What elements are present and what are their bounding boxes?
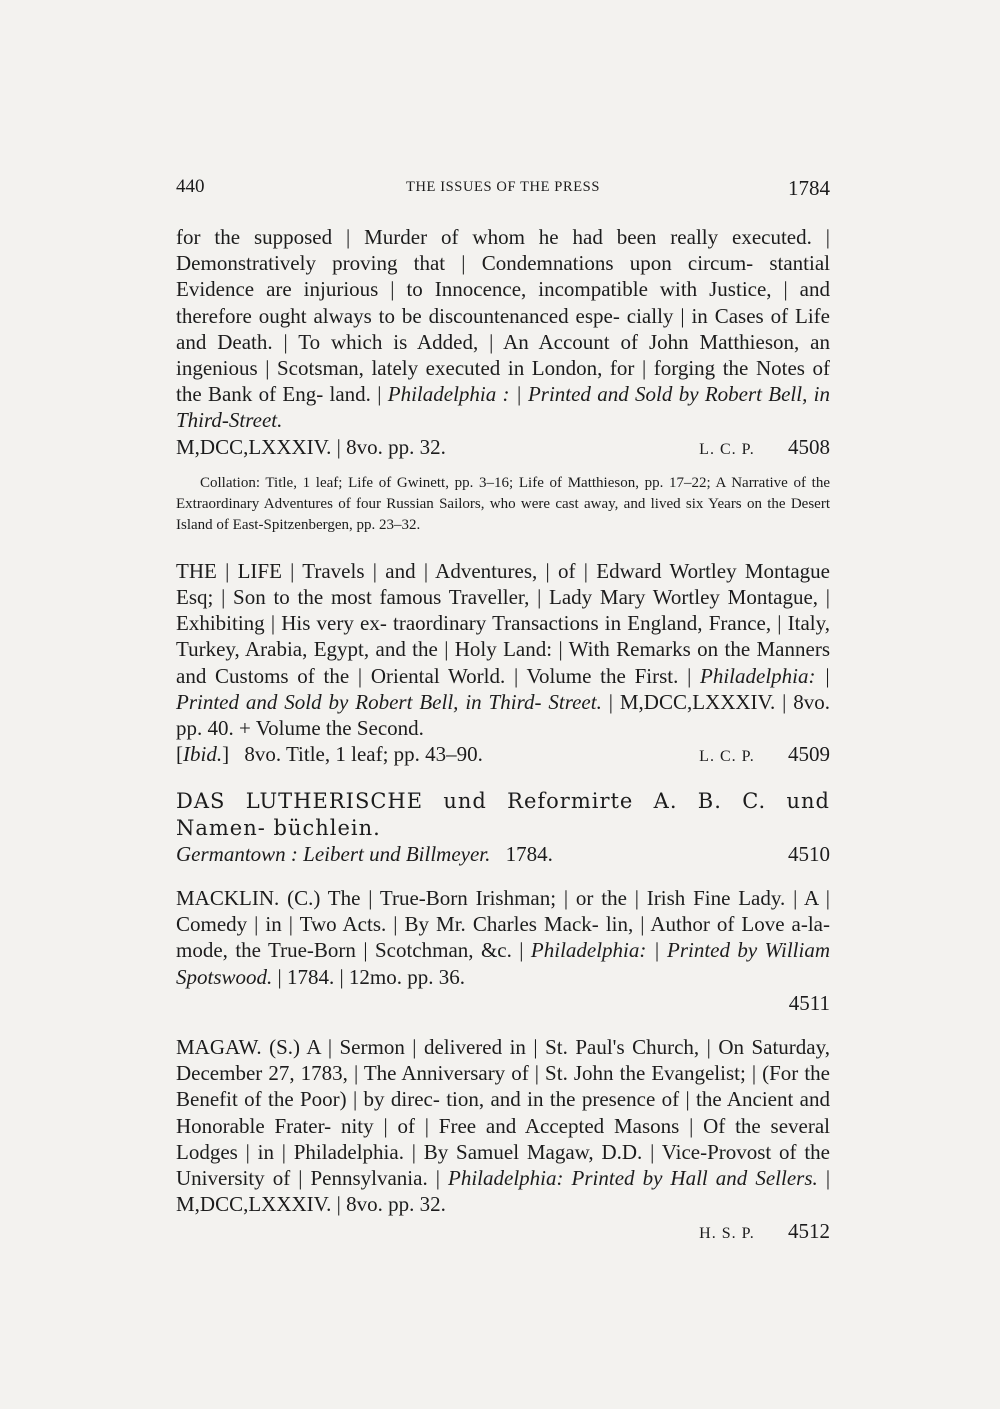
entry-imprint: Philadelphia: Printed by Hall and Sellers.: [448, 1166, 818, 1191]
entry-4509: [176, 558, 830, 741]
running-title: THE ISSUES OF THE PRESS: [405, 179, 601, 195]
running-header: [176, 176, 830, 206]
entry-4508: [176, 224, 830, 434]
page-body: [176, 224, 830, 1247]
entry-4509-tail: [Ibid.] 8vo. Title, 1 leaf; pp. 43–90. L. C. P. 4509: [176, 742, 830, 767]
entry-4511-tail: [176, 990, 830, 1016]
entry-imprint: Germantown : Leibert und Billmeyer.: [176, 841, 491, 866]
entry-4511: [176, 885, 830, 990]
entry-date: M,DCC,LXXXIV. | 8vo. pp. 32.: [176, 434, 446, 459]
library-code: L. C. P.: [699, 748, 755, 766]
entry-number: 4510: [788, 841, 830, 866]
entry-year: 1784.: [505, 841, 553, 866]
entry-text: DAS LUTHERISCHE und Reformirte A. B. C. und Namen- büchlein.: [176, 789, 830, 840]
entry-imprint: Philadelphia: | Printed and Sold by Robert Bell, in Third- Street.: [176, 663, 830, 714]
entry-text: for the supposed | Murder of whom he had been really executed. | Demonstratively proving that | Condemnations upon circum- stantial Evidence are injurious | to Innocence, incompatible with Justice, | and therefore ought always to be discountenanced espe- cially | in Cases of Life and Death. | To which is Added, | An Account of John Matthieson, an ingenious | Scotsman, lately executed in London, for | forging the Notes of the Bank of Eng- land. |: [176, 225, 830, 407]
entry-number: 4509: [788, 742, 830, 767]
entry-number: 4508: [788, 434, 830, 459]
entry-rest: | 1784. | 12mo. pp. 36.: [277, 964, 466, 989]
entry-rest: | M,DCC,LXXXIV. | 8vo. pp. 32.: [176, 1166, 831, 1217]
entry-4512-tail: [176, 1218, 830, 1247]
entry-4508-tail: [176, 434, 830, 463]
header-year: 1784: [788, 176, 830, 200]
collation-note: Collation: Title, 1 leaf; Life of Gwinett, pp. 3–16; Life of Matthieson, pp. 17–22; A Narrative of the Extraordinary Adventures of four Russian Sailors, who were cast away, and lived six Years on the Desert Island of East-Spitzenbergen, pp. 23–32.: [176, 474, 830, 533]
page-number: 440: [176, 176, 205, 197]
ibid: Ibid.: [183, 742, 223, 767]
entry-text: MAGAW. (S.) A | Sermon | delivered in | St. Paul's Church, | On Saturday, December 27, 1783, | The Anniversary of | St. John the Evangelist; | (For the Benefit of the Poor) | by direc- tion, and in the presence of | the Ancient and Honorable Frater- nity | of | Free and Accepted Masons | Of the several Lodges | in | Philadelphia. | By Samuel Magaw, D.D. | Vice-Provost of the University of | Pennsylvania. |: [176, 1035, 830, 1191]
entry-text: THE | LIFE | Travels | and | Adventures, | of | Edward Wortley Montague Esq; | Son to the most famous Traveller, | Lady Mary Wortley Montague, | Exhibiting | His very ex- traordinary Transactions in England, France, | Italy, Turkey, Arabia, Egypt, and the | Holy Land: | With Remarks on the Manners and Customs of the | Oriental World. | Volume the First. |: [176, 558, 830, 688]
entry-4512: [176, 1034, 830, 1217]
library-code: L. C. P.: [699, 440, 755, 458]
entry-4510-tail: [176, 841, 830, 867]
entry-imprint: Philadelphia : | Printed and Sold by Robert Bell, in Third-Street.: [176, 382, 830, 433]
entry-imprint: Philadelphia: | Printed by William Spotswood.: [176, 938, 830, 989]
library-code: H. S. P.: [699, 1224, 755, 1242]
entry-rest: | M,DCC,LXXXIV. | 8vo. pp. 40. + Volume the Second.: [176, 689, 831, 741]
entry-4510: [176, 788, 830, 840]
entry-last-line: 8vo. Title, 1 leaf; pp. 43–90.: [244, 742, 483, 767]
entry-number: 4511: [788, 990, 830, 1015]
entry-text: MACKLIN. (C.) The | True-Born Irishman; | or the | Irish Fine Lady. | A | Comedy | in | Two Acts. | By Mr. Charles Mack- lin, | Author of Love a-la-mode, the True-Born | Scotchman, &c. |: [176, 886, 830, 963]
entry-number: 4512: [788, 1218, 830, 1243]
